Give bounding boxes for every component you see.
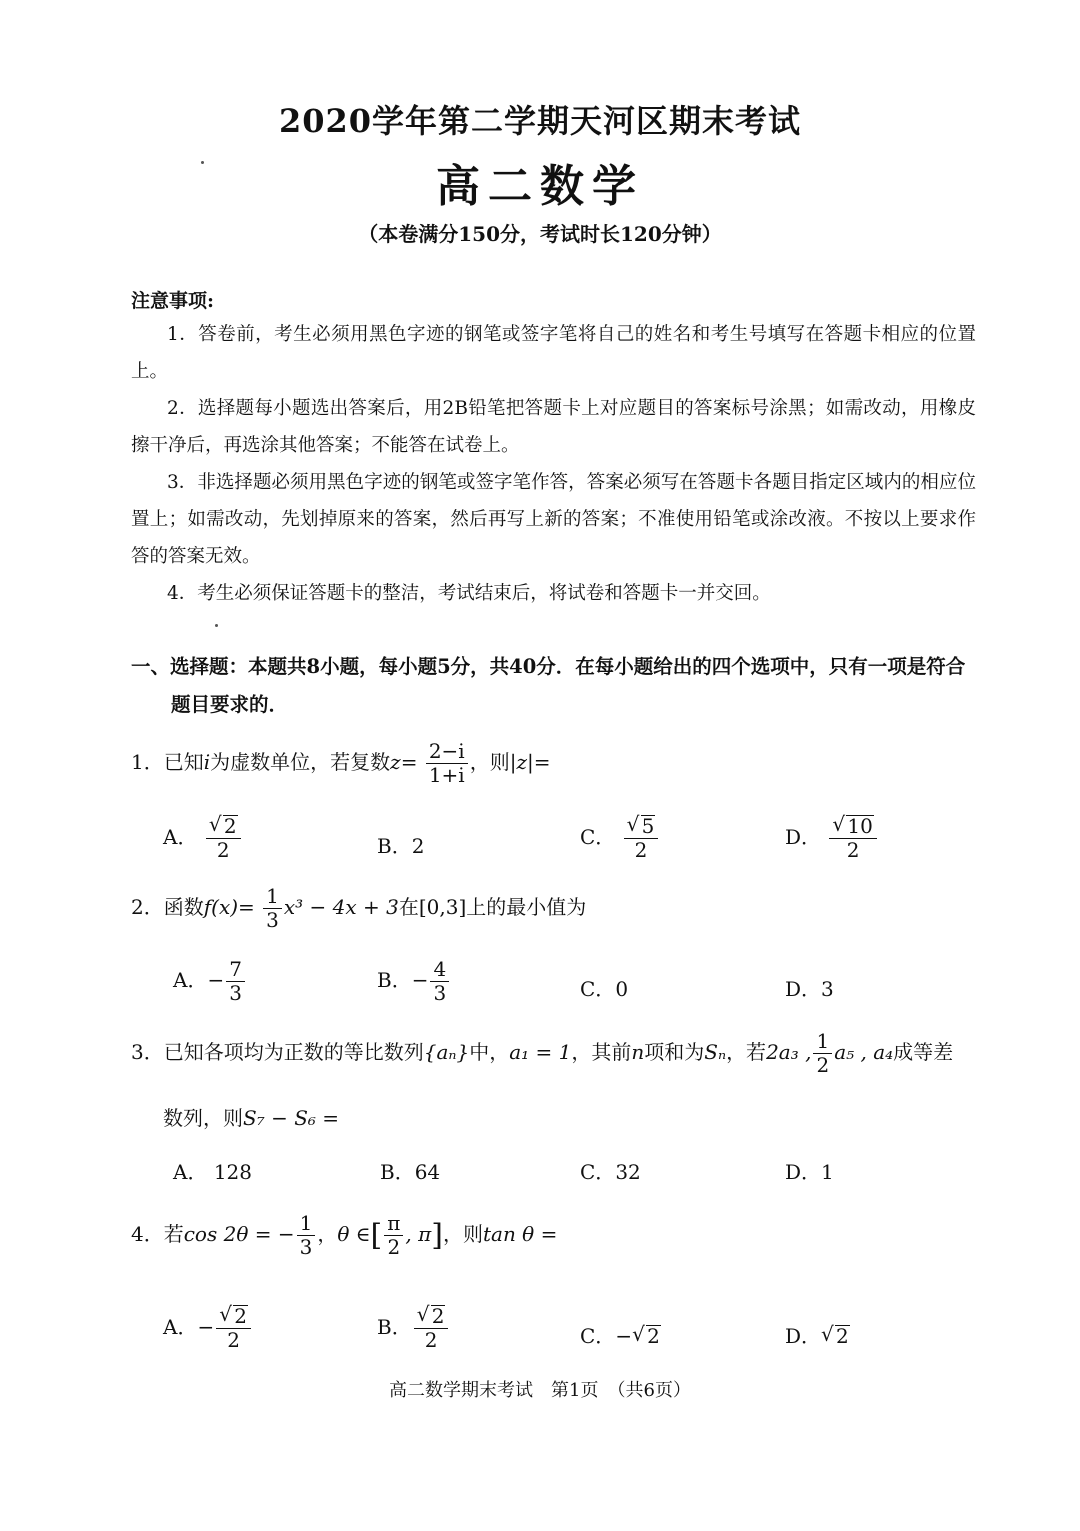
scan-speck <box>201 161 204 164</box>
q2-option-b: B．− $\frac{4}{3}$ <box>377 958 451 1005</box>
q2-expr: x³ − 4x + 3 <box>283 895 399 919</box>
left-bracket-icon: [ <box>370 1218 383 1253</box>
q3-text-f: 成等差 <box>893 1040 954 1064</box>
q3-n: n <box>631 1040 645 1064</box>
q4-option-a: A．− √ 2 2 <box>163 1305 253 1352</box>
q2-option-c: C．0 <box>580 977 629 1001</box>
q3-line2-expr: S₇ − S₆ = <box>243 1106 340 1130</box>
q2-fx: f(x) <box>203 895 239 919</box>
q3-term1: 2a₃ , <box>766 1040 812 1064</box>
question-number: 2． <box>131 895 164 919</box>
q2-option-a: A．− $\frac{7}{3}$ <box>173 958 247 1005</box>
q2-text-c: 上的最小值为 <box>466 895 587 919</box>
q3-option-d: D．1 <box>785 1160 834 1184</box>
question-number: 1． <box>131 750 164 774</box>
q3-text-b: 中， <box>469 1040 510 1064</box>
q3-line2-text: 数列，则 <box>163 1106 243 1130</box>
question-4 <box>131 1212 557 1259</box>
q1-option-d: D． √ 10 2 <box>785 815 879 862</box>
instruction-item-2: 2．选择题每小题选出答案后，用2B铅笔把答题卡上对应题目的答案标号涂黑；如需改动，用橡皮擦干净后，再选涂其他答案；不能答在试卷上。 <box>131 398 976 456</box>
q4-interval-tail: , π <box>405 1222 432 1246</box>
q3-sn: Sₙ <box>704 1040 727 1064</box>
q1-eq: = <box>400 750 418 774</box>
instruction-item-4: 4．考生必须保证答题卡的整洁，考试结束后，将试卷和答题卡一并交回。 <box>167 583 771 604</box>
q4-interval-fraction: $\frac{\pi}{2}$ <box>384 1212 403 1259</box>
q4-theta-in: θ ∈ <box>337 1222 371 1246</box>
q1-var: z <box>390 750 401 774</box>
section-1-text: 一、选择题：本题共8小题，每小题5分，共40分．在每小题给出的四个选项中，只有一项是符合题目要求的． <box>131 655 966 716</box>
q3-option-b: B．64 <box>380 1160 441 1184</box>
q1-abs: |z| <box>509 750 534 774</box>
q4-expr: cos 2θ = − <box>183 1222 295 1246</box>
exam-title: 2020学年第二学期天河区期末考试 <box>278 102 802 140</box>
question-number: 3． <box>131 1040 164 1064</box>
question-3 <box>131 1030 953 1077</box>
section-1-heading <box>131 648 976 724</box>
q3-text-c: ，其前 <box>571 1040 632 1064</box>
q1-text-e: = <box>533 750 551 774</box>
q2-text: 函数 <box>163 895 204 919</box>
q3-option-c: C．32 <box>580 1160 641 1184</box>
q3-text-e: ，若 <box>726 1040 767 1064</box>
question-2 <box>131 885 586 932</box>
q1-option-a: A． √ 2 2 <box>163 815 243 862</box>
question-3-line-2 <box>163 1102 339 1131</box>
q3-text-d: 项和为 <box>644 1040 705 1064</box>
q2-fraction: $\frac{1}{3}$ <box>263 885 282 932</box>
q4-text-c: ，则 <box>442 1222 483 1246</box>
subject-title: 高二数学 <box>436 161 644 212</box>
q4-text-b: ， <box>317 1222 338 1246</box>
q1-text: 已知 <box>163 750 204 774</box>
scan-speck <box>215 624 218 627</box>
right-bracket-icon: ] <box>431 1218 443 1253</box>
page-footer: 高二数学期末考试 第1页 （共6页） <box>389 1380 691 1401</box>
q4-option-b: B． √ 2 2 <box>377 1305 450 1352</box>
q2-eq: = <box>238 895 255 919</box>
q1-fraction: $\frac{2-i}{1+i}$ <box>426 740 468 787</box>
q3-term2: a₅ , a₄ <box>834 1040 894 1064</box>
q4-tan: tan θ = <box>482 1222 558 1246</box>
q3-option-a: A． 128 <box>173 1160 252 1184</box>
exam-note: （本卷满分150分，考试时长120分钟） <box>358 222 722 246</box>
instruction-item-3: 3．非选择题必须用黑色字迹的钢笔或签字笔作答，答案必须写在答题卡各题目指定区域内的相应位置上；如需改动，先划掉原来的答案，然后再写上新的答案；不准使用铅笔或涂改液。不按以上要求作答的答案无效。 <box>131 472 976 567</box>
q1-option-b: B．2 <box>377 834 425 858</box>
q4-option-c: C．− √ 2 <box>580 1322 660 1348</box>
q2-text-b: 在 <box>398 895 419 919</box>
q1-option-c: C． √ 5 2 <box>580 815 660 862</box>
q1-i: i <box>203 750 211 774</box>
q1-text-d: ，则 <box>469 750 510 774</box>
question-number: 4． <box>131 1222 164 1246</box>
q2-interval: [0,3] <box>418 895 467 919</box>
q3-seq: {aₙ} <box>423 1040 470 1064</box>
instruction-item-1: 1．答卷前，考生必须用黑色字迹的钢笔或签字笔将自己的姓名和考生号填写在答题卡相应的位置上。 <box>131 324 976 382</box>
question-1 <box>131 740 550 787</box>
q4-fraction: $\frac{1}{3}$ <box>297 1212 316 1259</box>
q2-option-d: D．3 <box>785 977 834 1001</box>
q4-text: 若 <box>163 1222 184 1246</box>
instructions-heading: 注意事项: <box>131 290 215 312</box>
q3-fraction: $\frac{1}{2}$ <box>813 1030 832 1077</box>
q3-text: 已知各项均为正数的等比数列 <box>163 1040 424 1064</box>
q4-option-d: D． √ 2 <box>785 1322 849 1348</box>
q1-text-c: 为虚数单位，若复数 <box>210 750 391 774</box>
q3-a1: a₁ = 1 <box>509 1040 572 1064</box>
